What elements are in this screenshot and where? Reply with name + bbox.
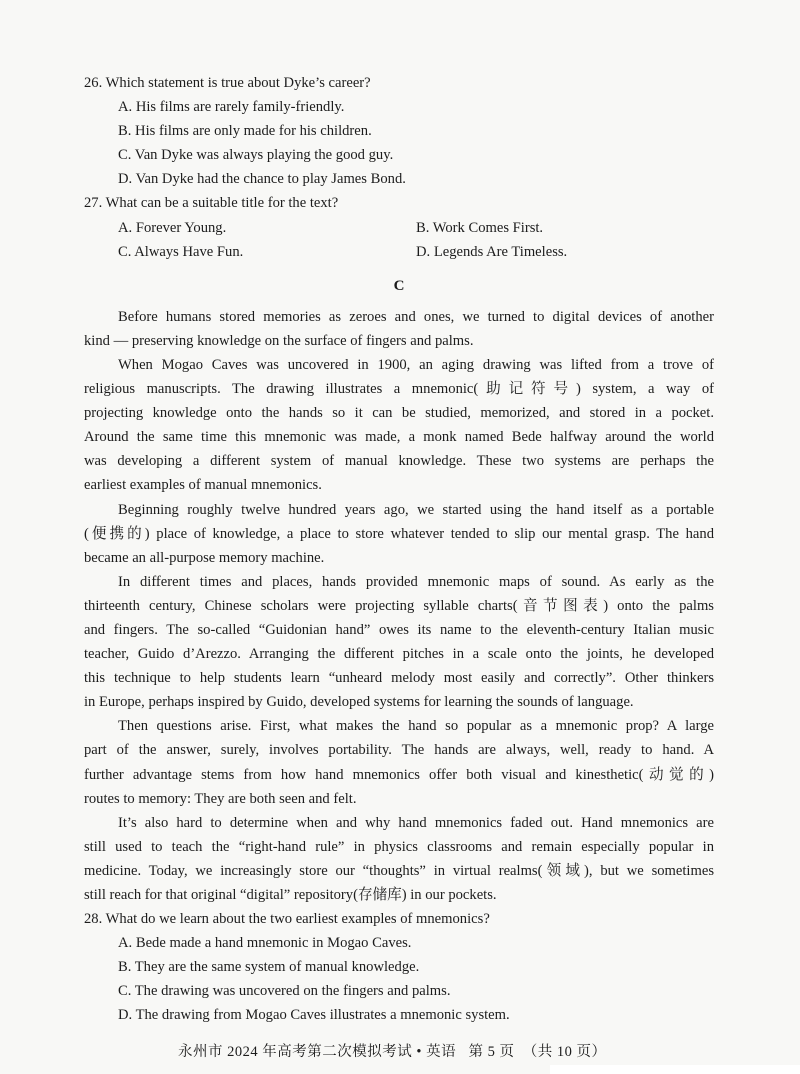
option-c: C. The drawing was uncovered on the fingers and palms. xyxy=(118,983,451,1000)
paragraph-line: in Europe, perhaps inspired by Guido, developed systems for learning the sounds of language. xyxy=(84,694,634,711)
paragraph-line: religious manuscripts. The drawing illustrates a mnemonic(助记符号) system, a way of xyxy=(84,381,714,398)
options-row xyxy=(84,216,714,240)
paragraph-line: Around the same time this mnemonic was made, a monk named Bede halfway around the world xyxy=(84,429,714,446)
paragraph-line: medicine. Today, we increasingly store our “thoughts” in virtual realms(领域), but we sometimes xyxy=(84,862,714,879)
option-d: D. Legends Are Timeless. xyxy=(416,243,568,260)
page-footer: 永州市 2024 年高考第二次模拟考试 • 英语 第 5 页 （共 10 页） xyxy=(178,1044,607,1060)
paragraph-line: still used to teach the “right-hand rule” in physics classrooms and remain especially popular in xyxy=(84,838,714,855)
option-b: B. His films are only made for his children. xyxy=(118,123,372,140)
option-d: D. Van Dyke had the chance to play James Bond. xyxy=(118,171,406,188)
paragraph xyxy=(84,570,714,715)
paragraph-line: part of the answer, surely, involves portability. The hands are always, well, ready to hand. A xyxy=(84,742,714,759)
reading-passage xyxy=(84,305,714,907)
option-d: D. The drawing from Mogao Caves illustrates a mnemonic system. xyxy=(118,1007,510,1024)
exam-page xyxy=(84,71,714,1028)
paragraph xyxy=(84,498,714,570)
question-26 xyxy=(84,71,714,191)
paragraph xyxy=(84,305,714,353)
question-stem: 26. Which statement is true about Dyke’s career? xyxy=(84,75,371,91)
paragraph-line: and fingers. The so-called “Guidonian hand” owes its name to the eleventh-century Italian music xyxy=(84,621,714,638)
paragraph-line: became an all-purpose memory machine. xyxy=(84,549,325,566)
option-b: B. They are the same system of manual knowledge. xyxy=(118,959,420,976)
question-stem: 27. What can be a suitable title for the text? xyxy=(84,195,339,212)
paragraph-line: routes to memory: They are both seen and felt. xyxy=(84,790,357,807)
paragraph-line: still reach for that original “digital” repository(存储库) in our pockets. xyxy=(84,887,497,903)
option-b: B. Work Comes First. xyxy=(416,219,544,236)
option-c: C. Always Have Fun. xyxy=(118,243,244,260)
paragraph-line: In different times and places, hands provided mnemonic maps of sound. As early as the xyxy=(118,573,714,590)
paragraph-line: this technique to help students learn “unheard melody most easily and correctly”. Other thinkers xyxy=(84,670,714,687)
option-c: C. Van Dyke was always playing the good guy. xyxy=(118,147,394,164)
paragraph-line: Before humans stored memories as zeroes and ones, we turned to digital devices of another xyxy=(118,308,714,325)
question-28 xyxy=(84,907,714,1027)
paragraph-line: When Mogao Caves was uncovered in 1900, an aging drawing was lifted from a trove of xyxy=(118,356,714,373)
scan-cutoff xyxy=(550,1065,800,1074)
paragraph-line: projecting knowledge onto the hands so it can be studied, memorized, and stored in a pocket. xyxy=(84,405,714,422)
paragraph-line: thirteenth century, Chinese scholars were projecting syllable charts(音节图表) onto the palms xyxy=(84,597,714,614)
options-row xyxy=(84,240,714,264)
paragraph xyxy=(84,811,714,907)
paragraph-line: (便携的) place of knowledge, a place to store whatever tended to slip our mental grasp. The hand xyxy=(84,525,714,542)
paragraph-line: was developing a different system of manual knowledge. These two systems are perhaps the xyxy=(84,453,714,470)
question-stem: 28. What do we learn about the two earliest examples of mnemonics? xyxy=(84,911,490,928)
question-27 xyxy=(84,191,714,263)
paragraph xyxy=(84,714,714,810)
paragraph-line: Then questions arise. First, what makes the hand so popular as a mnemonic prop? A large xyxy=(118,718,714,735)
paragraph-line: kind — preserving knowledge on the surface of fingers and palms. xyxy=(84,332,474,349)
paragraph-line: Beginning roughly twelve hundred years ago, we started using the hand itself as a portable xyxy=(118,501,714,518)
section-heading: C xyxy=(393,277,405,294)
paragraph-line: further advantage stems from how hand mnemonics offer both visual and kinesthetic(动觉的) xyxy=(84,766,714,783)
paragraph-line: teacher, Guido d’Arezzo. Arranging the different pitches in a scale onto the joints, he developed xyxy=(84,646,714,663)
paragraph xyxy=(84,353,714,498)
paragraph-line: earliest examples of manual mnemonics. xyxy=(84,477,322,494)
paragraph-line: It’s also hard to determine when and why hand mnemonics faded out. Hand mnemonics are xyxy=(118,814,714,831)
option-a: A. His films are rarely family-friendly. xyxy=(118,99,345,116)
option-a: A. Bede made a hand mnemonic in Mogao Caves. xyxy=(118,935,412,952)
option-a: A. Forever Young. xyxy=(118,219,227,236)
